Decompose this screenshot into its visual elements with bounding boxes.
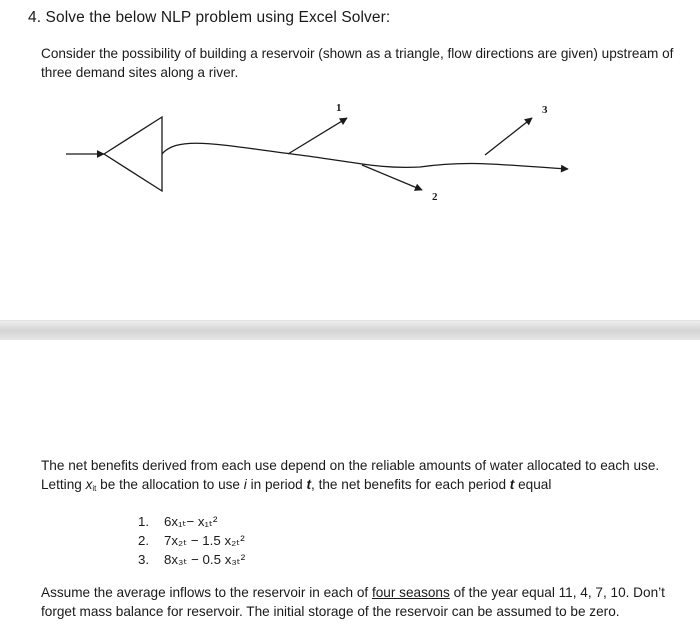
river-main-channel xyxy=(162,143,568,169)
benefits-i: i xyxy=(243,477,247,492)
branch-site-2 xyxy=(362,165,422,190)
branch-site-3 xyxy=(485,118,532,155)
label-site-3: 3 xyxy=(542,104,548,116)
benefits-line-1: The net benefits derived from each use depend on the reliable amounts of water allocated to each use. xyxy=(41,458,660,473)
benefits-end: , the net benefits for each period xyxy=(311,477,510,492)
river-diagram xyxy=(0,95,700,215)
problem-heading: 4. Solve the below NLP problem using Excel Solver: xyxy=(28,9,391,26)
closing-post: of the year equal 11, 4, 7, 10. Don’t forget mass balance for reservoir. The initial storage of the reservoir can be assumed to be zero. xyxy=(41,585,665,619)
formula-item: 1. 6x₁ₜ− x₁ₜ² xyxy=(138,514,218,529)
label-site-1: 1 xyxy=(336,102,342,114)
page-divider xyxy=(0,320,700,340)
formula-item: 2. 7x₂ₜ − 1.5 x₂ₜ² xyxy=(138,533,245,548)
benefits-t2: t xyxy=(509,477,515,492)
benefits-t: t xyxy=(306,477,312,492)
intro-paragraph: Consider the possibility of building a reservoir (shown as a triangle, flow directions are given) upstream of three demand sites along a river. xyxy=(41,46,674,80)
four-seasons-link[interactable]: four seasons xyxy=(371,585,450,600)
benefits-end2: equal xyxy=(514,477,552,492)
benefits-letting: Letting xyxy=(41,477,82,492)
closing-paragraph xyxy=(41,583,691,621)
benefit-formulas-list xyxy=(138,512,245,569)
benefits-var: $x_{it}$ xyxy=(85,477,97,493)
benefits-mid: be the allocation to use xyxy=(96,477,244,492)
closing-pre: Assume the average inflows to the reservoir in each of xyxy=(41,585,372,600)
branch-site-1 xyxy=(288,118,347,154)
benefits-mid2: in period xyxy=(246,477,307,492)
formula-item: 3. 8x₃ₜ − 0.5 x₃ₜ² xyxy=(138,552,246,567)
label-site-2: 2 xyxy=(432,191,438,203)
reservoir-triangle xyxy=(104,117,162,191)
benefits-paragraph xyxy=(41,456,681,498)
